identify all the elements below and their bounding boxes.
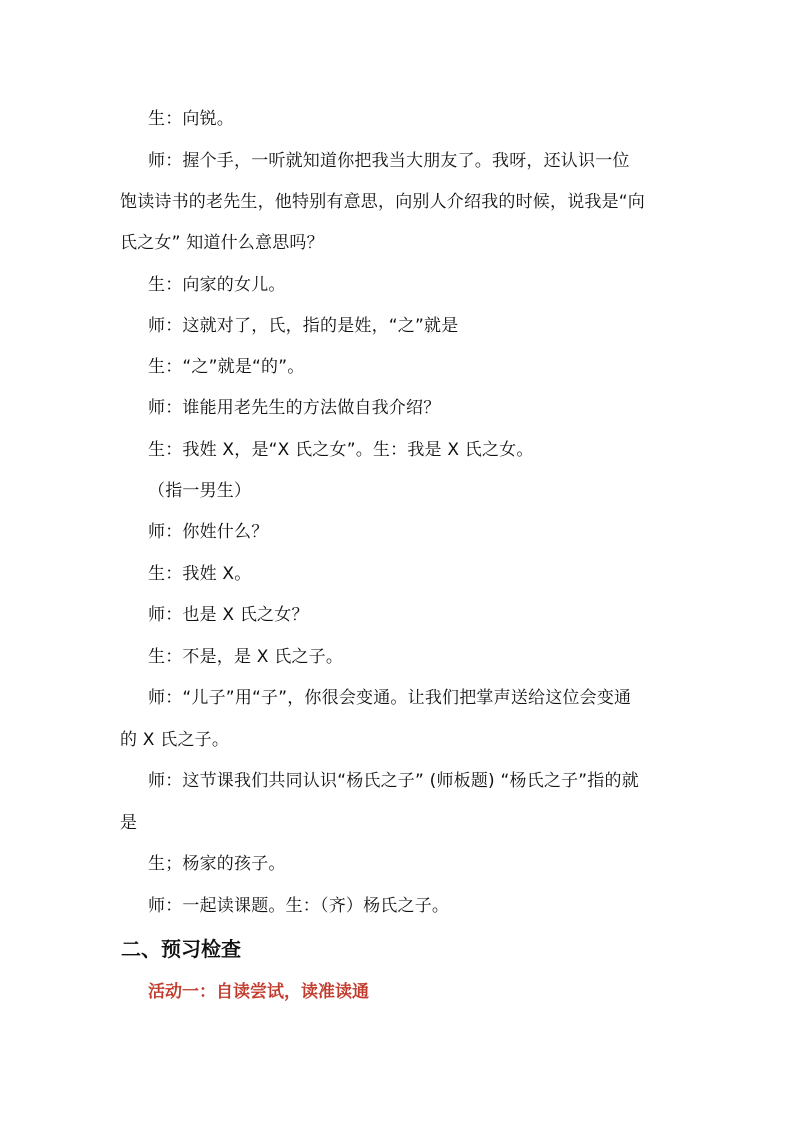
- dialogue-line: 氏之女” 知道什么意思吗？: [120, 233, 324, 253]
- dialogue-line: 师：一起读课题。生：（齐）杨氏之子。: [148, 896, 450, 916]
- dialogue-line: 生：向家的女儿。: [148, 275, 286, 295]
- dialogue-line: 师：也是 X 氏之女？: [148, 605, 309, 625]
- dialogue-line: 生：我姓 X，是“X 氏之女”。生：我是 X 氏之女。: [148, 440, 534, 460]
- dialogue-line: 师：谁能用老先生的方法做自我介绍？: [148, 398, 441, 418]
- section-heading: 二、预习检查: [121, 937, 241, 961]
- dialogue-line: 生；杨家的孩子。: [148, 854, 286, 874]
- activity-title: 活动一：自读尝试，读准读通: [148, 982, 369, 1002]
- dialogue-line: 师：“儿子”用“子”，你很会变通。让我们把掌声送给这位会变通: [148, 688, 632, 708]
- dialogue-line: （指一男生）: [148, 481, 252, 501]
- dialogue-line: 的 X 氏之子。: [120, 730, 230, 750]
- dialogue-line: 师：这节课我们共同认识“杨氏之子” (师板题) “杨氏之子”指的就: [148, 771, 639, 791]
- dialogue-line: 饱读诗书的老先生，他特别有意思，向别人介绍我的时候，说我是“向: [120, 192, 646, 212]
- dialogue-line: 师：这就对了，氏，指的是姓，“之”就是: [148, 316, 459, 336]
- dialogue-line: 师：你姓什么？: [148, 522, 269, 542]
- dialogue-line: 生：我姓 X。: [148, 564, 252, 584]
- dialogue-line: 是: [120, 813, 138, 833]
- dialogue-line: 师：握个手，一听就知道你把我当大朋友了。我呀，还认识一位: [148, 151, 630, 171]
- dialogue-line: 生：不是，是 X 氏之子。: [148, 647, 344, 667]
- dialogue-line: 生：向锐。: [148, 109, 234, 129]
- dialogue-line: 生：“之”就是“的”。: [148, 357, 305, 377]
